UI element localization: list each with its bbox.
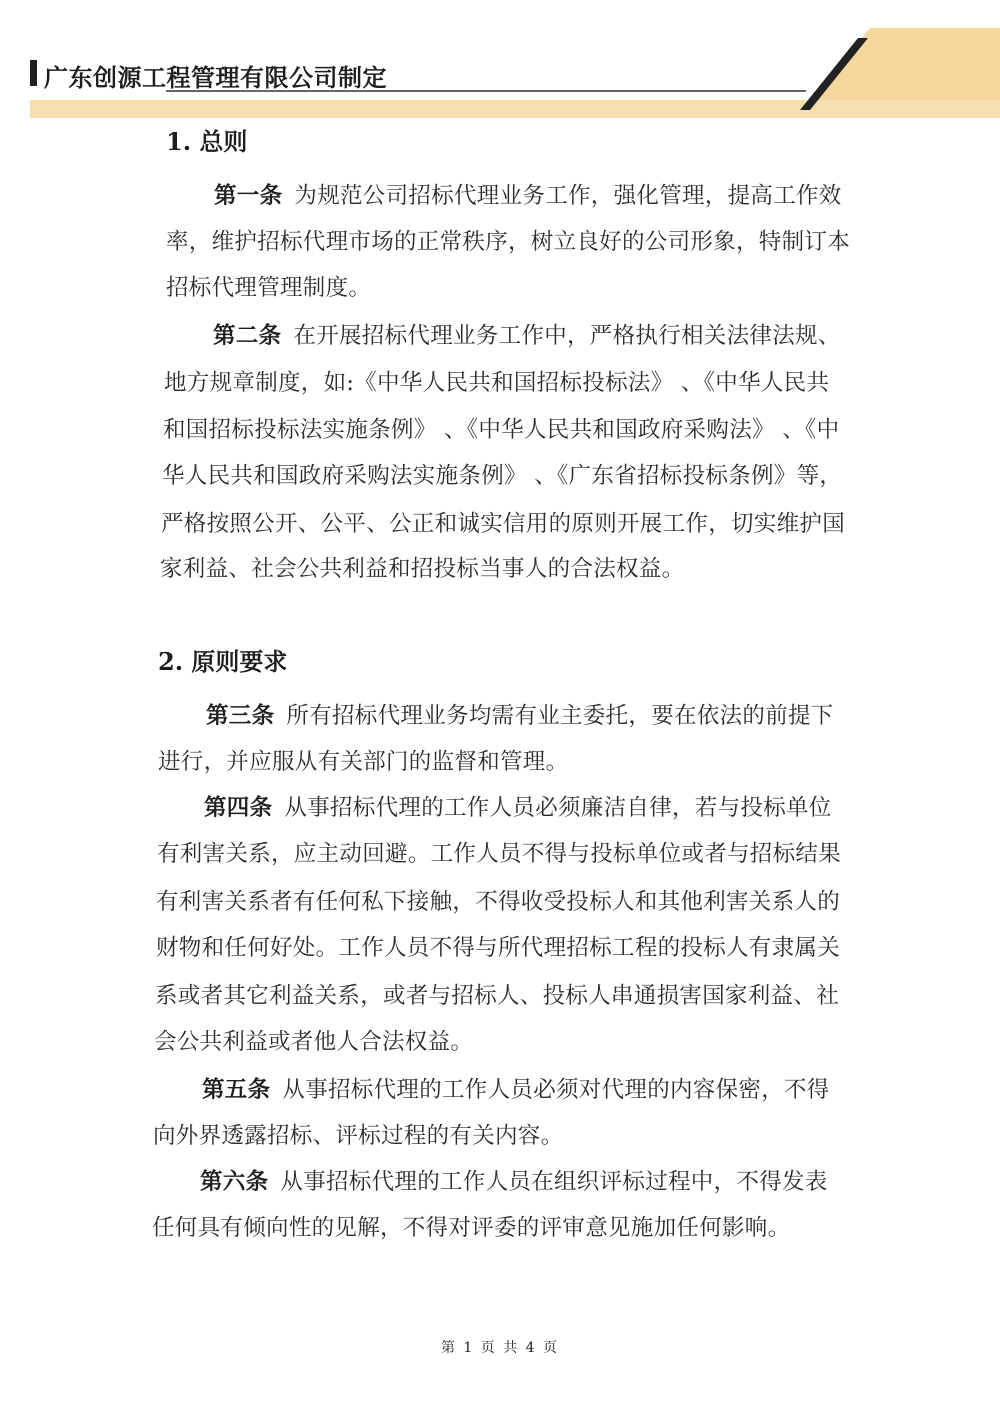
article-line: 系或者其它利益关系，或者与招标人、投标人串通损害国家利益、社	[155, 983, 840, 1009]
article-line: 招标代理管理制度。	[166, 275, 372, 301]
article-line: 地方规章制度，如:《中华人民共和国招标投标法》 、《中华人民共	[164, 370, 830, 396]
article-line: 有利害关系者有任何私下接触，不得收受投标人和其他利害关系人的	[156, 889, 841, 915]
article-line: 家利益、社会公共利益和招投标当事人的合法权益。	[160, 556, 685, 582]
article-line: 向外界透露招标、评标过程的有关内容。	[153, 1123, 564, 1149]
article-text: 为规范公司招标代理业务工作，强化管理，提高工作效	[294, 183, 842, 209]
company-bar	[30, 60, 37, 86]
article-line: 进行，并应服从有关部门的监督和管理。	[158, 749, 569, 775]
header-corner-band	[808, 28, 1000, 100]
article-line: 和国招标投标法实施条例》 、《中华人民共和国政府采购法》 、《中	[163, 417, 840, 443]
header-band	[30, 100, 1000, 118]
article-text: 从事招标代理的工作人员在组织评标过程中，不得发表	[280, 1169, 828, 1195]
section-title: 2. 原则要求	[158, 647, 288, 676]
article-line	[206, 698, 834, 730]
article-label: 第六条	[200, 1169, 269, 1195]
article-line: 会公共利益或者他人合法权益。	[154, 1029, 474, 1055]
article-label: 第三条	[206, 703, 275, 729]
article-label: 第二条	[213, 323, 282, 349]
article-line	[200, 1164, 828, 1196]
article-line: 严格按照公开、公平、公正和诚实信用的原则开展工作，切实维护国	[161, 511, 846, 537]
article-line: 率，维护招标代理市场的正常秩序，树立良好的公司形象，特制订本	[166, 229, 851, 255]
article-text: 从事招标代理的工作人员必须廉洁自律，若与投标单位	[284, 795, 832, 821]
article-label: 第一条	[214, 183, 283, 209]
article-line: 华人民共和国政府采购法实施条例》 、《广东省招标投标条例》等，	[162, 463, 843, 489]
article-line: 有利害关系，应主动回避。工作人员不得与投标单位或者与招标结果	[157, 841, 842, 867]
article-label: 第五条	[202, 1077, 271, 1103]
page-number: 第 1 页 共 4 页	[440, 1340, 560, 1356]
section-title: 1. 总则	[166, 127, 248, 156]
article-line	[214, 178, 842, 210]
article-text: 在开展招标代理业务工作中，严格执行相关法律法规、	[293, 323, 841, 349]
article-label: 第四条	[204, 795, 273, 821]
article-line	[213, 318, 841, 350]
page-header	[0, 0, 1000, 130]
company-name: 广东创源工程管理有限公司制定	[44, 64, 387, 92]
article-line	[204, 790, 832, 822]
article-line: 任何具有倾向性的见解，不得对评委的评审意见施加任何影响。	[152, 1215, 791, 1241]
article-text: 从事招标代理的工作人员必须对代理的内容保密，不得	[282, 1077, 830, 1103]
article-line	[202, 1072, 830, 1104]
article-line: 财物和任何好处。工作人员不得与所代理招标工程的投标人有隶属关	[156, 935, 841, 961]
article-text: 所有招标代理业务均需有业主委托，要在依法的前提下	[286, 703, 834, 729]
